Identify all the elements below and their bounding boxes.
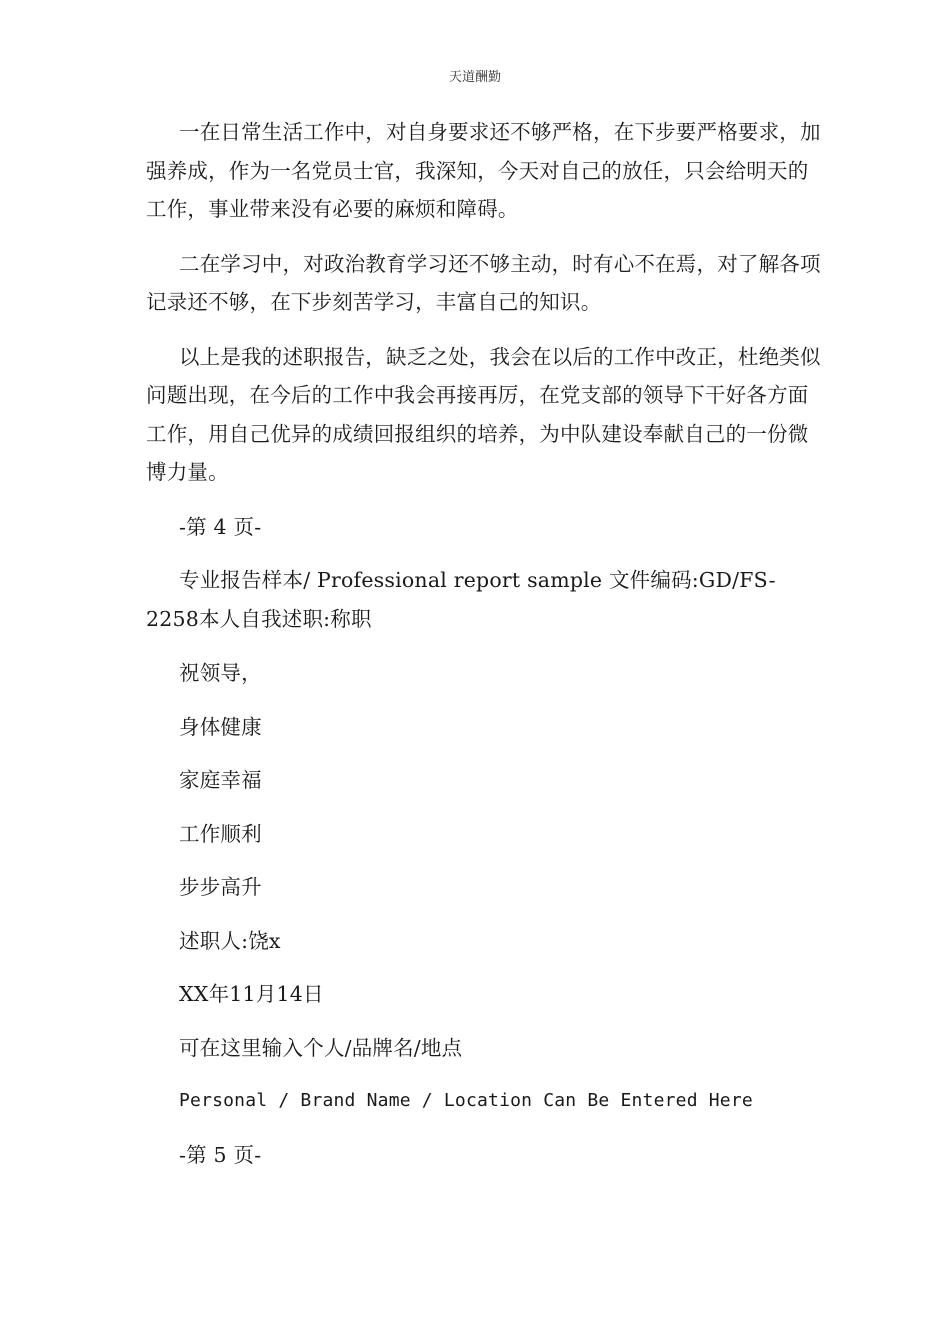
closing-work: 工作顺利 <box>179 821 262 846</box>
report-date: XX年11月14日 <box>179 982 324 1006</box>
paragraph-2: 二在学习中，对政治教育学习还不够主动，时有心不在焉，对了解各项记录还不够，在下步刻苦学习，丰富自己的知识。 <box>146 251 821 314</box>
document-body <box>146 113 826 1189</box>
paragraph-1: 一在日常生活工作中，对自身要求还不够严格，在下步要严格要求，加强养成，作为一名党员士官，我深知，今天对自己的放任，只会给明天的工作，事业带来没有必要的麻烦和障碍。 <box>146 120 821 221</box>
report-header-line: 专业报告样本/ Professional report sample 文件编码:GD/FS-2258本人自我述职:称职 <box>146 568 776 631</box>
page-number-4: -第 4 页- <box>179 514 262 539</box>
paragraph-3: 以上是我的述职报告，缺乏之处，我会在以后的工作中改正，杜绝类似问题出现，在今后的工作中我会再接再厉，在党支部的领导下干好各方面工作，用自己优异的成绩回报组织的培养，为中队建设奉献自己的一份微博力量。 <box>146 344 821 484</box>
placeholder-cn: 可在这里输入个人/品牌名/地点 <box>179 1035 463 1060</box>
closing-family: 家庭幸福 <box>179 768 262 792</box>
closing-promotion: 步步高升 <box>179 875 262 899</box>
closing-health: 身体健康 <box>179 714 262 739</box>
closing-greeting: 祝领导， <box>179 661 262 685</box>
page-header: 天道酬勤 <box>448 70 501 85</box>
placeholder-en: Personal / Brand Name / Location Can Be Entered Here <box>179 1090 753 1111</box>
page-number-5: -第 5 页- <box>179 1142 262 1167</box>
reporter-name: 述职人:饶x <box>179 928 281 953</box>
